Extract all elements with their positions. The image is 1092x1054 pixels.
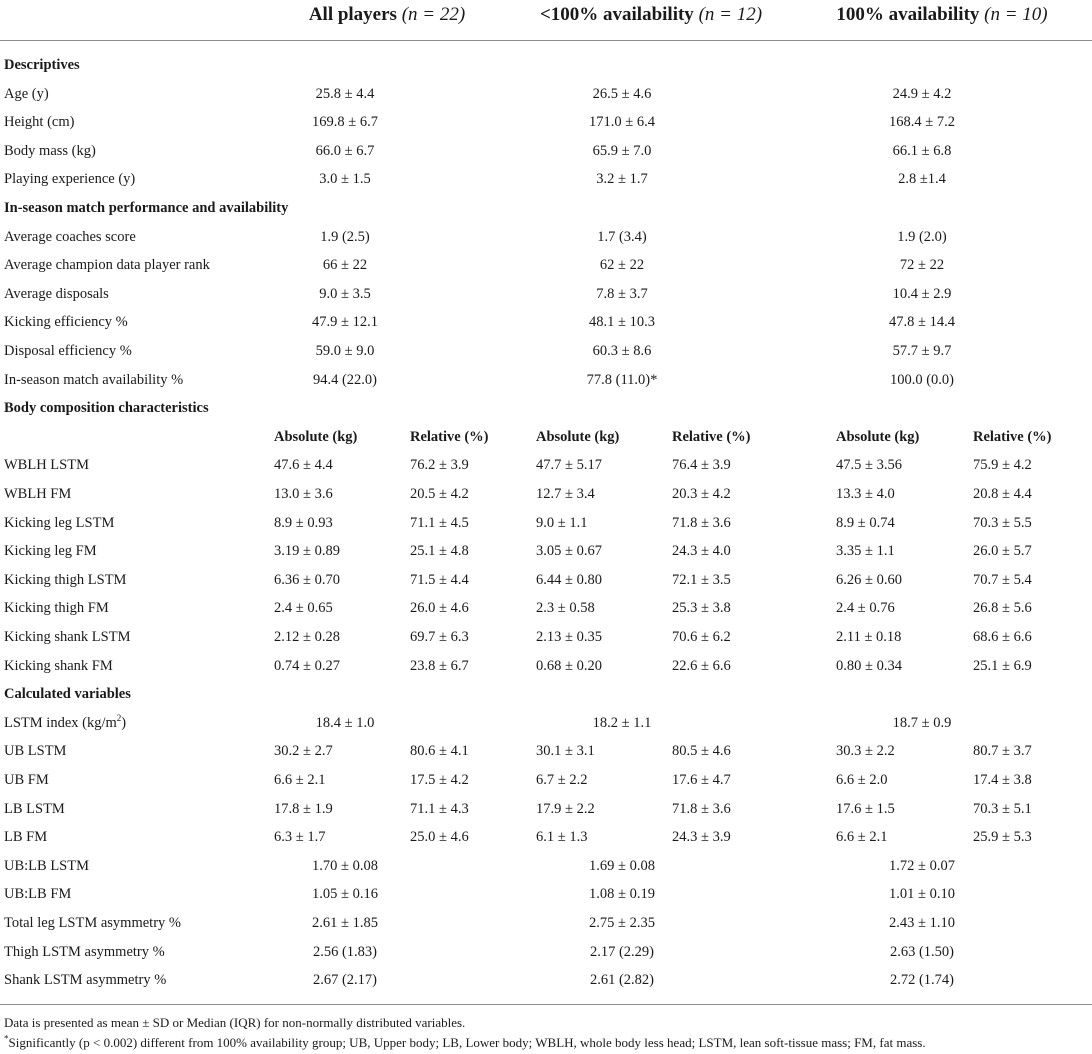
cell-absolute: 47.7 ± 5.17 [536,457,602,474]
cell-absolute: 13.3 ± 4.0 [836,486,895,502]
section-calculated-variables [0,679,1092,707]
footer-rule [0,1004,1092,1005]
cell-relative: 22.6 ± 6.6 [672,657,731,674]
row-label: Kicking thigh LSTM [4,571,127,588]
row-label: Shank LSTM asymmetry % [4,972,167,989]
row-label: UB:LB LSTM [4,857,89,874]
cell-value: 18.7 ± 0.9 [892,714,952,731]
header-lt100-availability: <100% availability (n = 12) [539,4,763,25]
cell-value: 1.9 (2.5) [320,228,370,245]
cell-relative: 71.1 ± 4.3 [410,800,469,817]
cell-value: 1.9 (2.0) [897,228,947,245]
cell-absolute: 2.13 ± 0.35 [536,629,602,645]
label-superscript: 2 [116,712,122,723]
table-row [0,479,1092,507]
cell-absolute: 3.19 ± 0.89 [274,543,340,560]
cell-relative: 71.8 ± 3.6 [672,800,731,817]
section-title: Body composition characteristics [4,400,209,417]
table-row [0,565,1092,593]
cell-absolute: 2.4 ± 0.76 [836,600,895,617]
cell-relative: 17.6 ± 4.7 [672,772,731,788]
row-label: Age (y) [4,85,49,102]
section-title: Calculated variables [4,686,131,703]
cell-value: 48.1 ± 10.3 [589,314,655,331]
cell-absolute: 17.9 ± 2.2 [536,800,595,817]
cell-relative: 71.1 ± 4.5 [410,514,469,531]
table-row [0,536,1092,564]
subheader-relative: Relative (%) [973,428,1052,445]
table-row [0,736,1092,764]
cell-value: 1.7 (3.4) [597,228,647,245]
cell-absolute: 3.05 ± 0.67 [536,543,602,560]
cell-value: 1.72 ± 0.07 [889,857,955,874]
header-all-players: All players (n = 22) [308,4,466,25]
row-label: UB:LB FM [4,886,72,903]
cell-relative: 24.3 ± 4.0 [672,543,731,560]
cell-value: 2.72 (1.74) [889,972,955,989]
row-label: LB FM [4,829,48,846]
cell-absolute: 0.68 ± 0.20 [536,657,602,674]
table-row [0,908,1092,936]
cell-value: 2.8 ±1.4 [898,171,946,188]
table-row [0,937,1092,965]
cell-value: 169.8 ± 6.7 [312,114,378,131]
cell-absolute: 6.36 ± 0.70 [274,571,340,588]
cell-relative: 80.6 ± 4.1 [410,743,469,760]
cell-relative: 20.3 ± 4.2 [672,486,731,502]
cell-relative: 70.3 ± 5.5 [973,514,1032,531]
section-performance [0,193,1092,221]
cell-value: 1.05 ± 0.16 [312,886,378,903]
cell-relative: 25.9 ± 5.3 [973,829,1032,846]
cell-value: 94.4 (22.0) [312,371,378,388]
table-row [0,279,1092,307]
row-label: Kicking thigh FM [4,600,109,617]
table-row [0,622,1092,650]
cell-value: 57.7 ± 9.7 [892,343,952,359]
row-label: Kicking shank FM [4,657,113,674]
table-row [0,450,1092,478]
table-row [0,79,1092,107]
cell-absolute: 6.6 ± 2.1 [836,829,888,846]
cell-relative: 80.7 ± 3.7 [973,743,1032,760]
cell-relative: 76.2 ± 3.9 [410,457,469,474]
subheader-absolute: Absolute (kg) [536,428,620,445]
cell-relative: 71.5 ± 4.4 [410,571,469,588]
cell-absolute: 2.12 ± 0.28 [274,629,340,645]
subheader-relative: Relative (%) [410,428,489,445]
cell-relative: 17.4 ± 3.8 [973,772,1032,788]
table-row [0,765,1092,793]
row-label: Disposal efficiency % [4,343,132,359]
cell-absolute: 30.3 ± 2.2 [836,743,895,760]
cell-value: 2.75 ± 2.35 [589,915,655,931]
subheader-absolute: Absolute (kg) [274,428,358,445]
cell-relative: 17.5 ± 4.2 [410,772,469,788]
cell-value: 60.3 ± 8.6 [592,343,652,359]
cell-value: 168.4 ± 7.2 [889,114,955,131]
section-body-composition [0,393,1092,421]
cell-absolute: 8.9 ± 0.74 [836,514,895,531]
cell-relative: 26.8 ± 5.6 [973,600,1032,617]
cell-value: 10.4 ± 2.9 [892,285,952,302]
cell-value: 1.08 ± 0.19 [589,886,655,903]
cell-value: 2.43 ± 1.10 [889,915,955,931]
row-label: In-season match availability % [4,371,184,388]
cell-value: 24.9 ± 4.2 [892,85,952,102]
cell-relative: 26.0 ± 4.6 [410,600,469,617]
section-title: In-season match performance and availability [4,200,289,216]
label-text: LSTM index (kg/m [4,714,117,731]
cell-relative: 26.0 ± 5.7 [973,543,1032,560]
cell-value: 2.61 ± 1.85 [312,915,378,931]
table-row [0,708,1092,736]
cell-value: 18.2 ± 1.1 [592,714,652,731]
row-label: Average champion data player rank [4,257,210,274]
cell-value: 1.69 ± 0.08 [589,857,655,874]
cell-value: 59.0 ± 9.0 [315,343,375,359]
cell-absolute: 2.3 ± 0.58 [536,600,595,617]
cell-value: 66 ± 22 [322,257,368,274]
cell-value: 1.70 ± 0.08 [312,857,378,874]
cell-absolute: 9.0 ± 1.1 [536,514,588,531]
cell-value: 66.1 ± 6.8 [892,142,952,159]
cell-relative: 23.8 ± 6.7 [410,657,469,674]
footnote-1: Data is presented as mean ± SD or Median (IQR) for non-normally distributed variables. [4,1015,466,1030]
table-row [0,508,1092,536]
subheader-row [0,422,1092,450]
row-label: Body mass (kg) [4,142,96,159]
cell-relative: 70.7 ± 5.4 [973,571,1032,588]
cell-absolute: 0.74 ± 0.27 [274,657,340,674]
cell-absolute: 0.80 ± 0.34 [836,657,902,674]
cell-relative: 76.4 ± 3.9 [672,457,731,474]
table-row [0,851,1092,879]
row-label: Kicking efficiency % [4,314,128,331]
row-label: Average disposals [4,285,109,302]
row-label: Total leg LSTM asymmetry % [4,915,181,931]
cell-absolute: 6.26 ± 0.60 [836,571,902,588]
cell-absolute: 13.0 ± 3.6 [274,486,333,502]
cell-absolute: 47.6 ± 4.4 [274,457,333,474]
cell-relative: 24.3 ± 3.9 [672,829,731,846]
table-row [0,164,1092,192]
cell-value: 66.0 ± 6.7 [315,142,375,159]
cell-absolute: 6.44 ± 0.80 [536,571,602,588]
cell-value: 65.9 ± 7.0 [592,142,652,159]
header-rule [0,40,1092,41]
row-label: Playing experience (y) [4,171,136,188]
cell-relative: 70.6 ± 6.2 [672,629,731,645]
row-label: Kicking leg FM [4,543,97,560]
row-label: Height (cm) [4,114,75,131]
cell-relative: 68.6 ± 6.6 [973,629,1032,645]
cell-absolute: 2.4 ± 0.65 [274,600,333,617]
table-row [0,107,1092,135]
table-row [0,250,1092,278]
cell-relative: 75.9 ± 4.2 [973,457,1032,474]
cell-value: 25.8 ± 4.4 [315,85,375,102]
cell-absolute: 6.6 ± 2.1 [274,772,326,788]
cell-value: 9.0 ± 3.5 [319,285,371,302]
cell-relative: 69.7 ± 6.3 [410,629,469,645]
cell-value: 2.63 (1.50) [889,943,955,960]
table-row [0,336,1092,364]
cell-value: 18.4 ± 1.0 [315,714,375,731]
cell-value: 2.17 (2.29) [589,943,655,960]
cell-absolute: 47.5 ± 3.56 [836,457,902,474]
cell-absolute: 8.9 ± 0.93 [274,514,333,531]
cell-value: 62 ± 22 [599,257,645,274]
subheader-absolute: Absolute (kg) [836,428,920,445]
cell-absolute: 6.6 ± 2.0 [836,772,888,788]
footnote-2: *Significantly (p < 0.002) different from 100% availability group; UB, Upper body; LB, Lower body; WBLH, whole body less head; LSTM, lean soft-tissue mass; FM, fat mass. [4,1033,926,1050]
cell-value: 2.56 (1.83) [312,943,378,960]
row-label: Average coaches score [4,228,136,245]
table-row [0,651,1092,679]
cell-value: 47.8 ± 14.4 [889,314,955,331]
table-row [0,965,1092,993]
cell-value: 47.9 ± 12.1 [312,314,378,331]
row-label: UB FM [4,772,49,788]
cell-value: 3.0 ± 1.5 [319,171,371,188]
cell-absolute: 17.6 ± 1.5 [836,800,895,817]
cell-value: 72 ± 22 [899,257,945,274]
cell-absolute: 12.7 ± 3.4 [536,486,595,502]
row-label: UB LSTM [4,743,67,760]
subheader-relative: Relative (%) [672,428,751,445]
cell-value: 100.0 (0.0) [889,371,955,388]
row-label: Kicking shank LSTM [4,629,131,645]
table-row [0,222,1092,250]
table-row [0,307,1092,335]
row-label: Kicking leg LSTM [4,514,115,531]
cell-absolute: 30.1 ± 3.1 [536,743,595,760]
row-label: WBLH LSTM [4,457,89,474]
cell-relative: 25.1 ± 6.9 [973,657,1032,674]
cell-value: 3.2 ± 1.7 [596,171,648,188]
cell-absolute: 6.7 ± 2.2 [536,772,588,788]
row-label: LB LSTM [4,800,65,817]
table-row [0,822,1092,850]
cell-value: 2.67 (2.17) [312,972,378,989]
table-row [0,136,1092,164]
cell-absolute: 17.8 ± 1.9 [274,800,333,817]
cell-value: 2.61 (2.82) [589,972,655,989]
cell-relative: 25.1 ± 4.8 [410,543,469,560]
cell-absolute: 30.2 ± 2.7 [274,743,333,760]
cell-relative: 71.8 ± 3.6 [672,514,731,531]
section-title: Descriptives [4,57,80,73]
cell-value: 7.8 ± 3.7 [596,285,648,302]
cell-relative: 70.3 ± 5.1 [973,800,1032,817]
cell-value: 1.01 ± 0.10 [889,886,955,903]
row-label: Thigh LSTM asymmetry % [4,943,165,960]
header-100-availability: 100% availability (n = 10) [836,4,1048,25]
cell-absolute: 6.3 ± 1.7 [274,829,326,846]
cell-relative: 25.3 ± 3.8 [672,600,731,617]
cell-absolute: 3.35 ± 1.1 [836,543,895,560]
cell-relative: 72.1 ± 3.5 [672,571,731,588]
cell-relative: 20.5 ± 4.2 [410,486,469,502]
table-row [0,794,1092,822]
cell-value: 26.5 ± 4.6 [592,85,652,102]
cell-relative: 20.8 ± 4.4 [973,486,1032,502]
section-descriptives [0,50,1092,78]
cell-absolute: 2.11 ± 0.18 [836,629,902,645]
table-row [0,593,1092,621]
cell-absolute: 6.1 ± 1.3 [536,829,588,846]
label-text-end: ) [121,714,127,731]
row-label [4,712,127,732]
cell-relative: 25.0 ± 4.6 [410,829,469,846]
table-row [0,879,1092,907]
cell-relative: 80.5 ± 4.6 [672,743,731,760]
row-label: WBLH FM [4,486,72,502]
cell-value: 171.0 ± 6.4 [589,114,655,131]
cell-value: 77.8 (11.0)* [586,371,658,388]
table-row [0,365,1092,393]
